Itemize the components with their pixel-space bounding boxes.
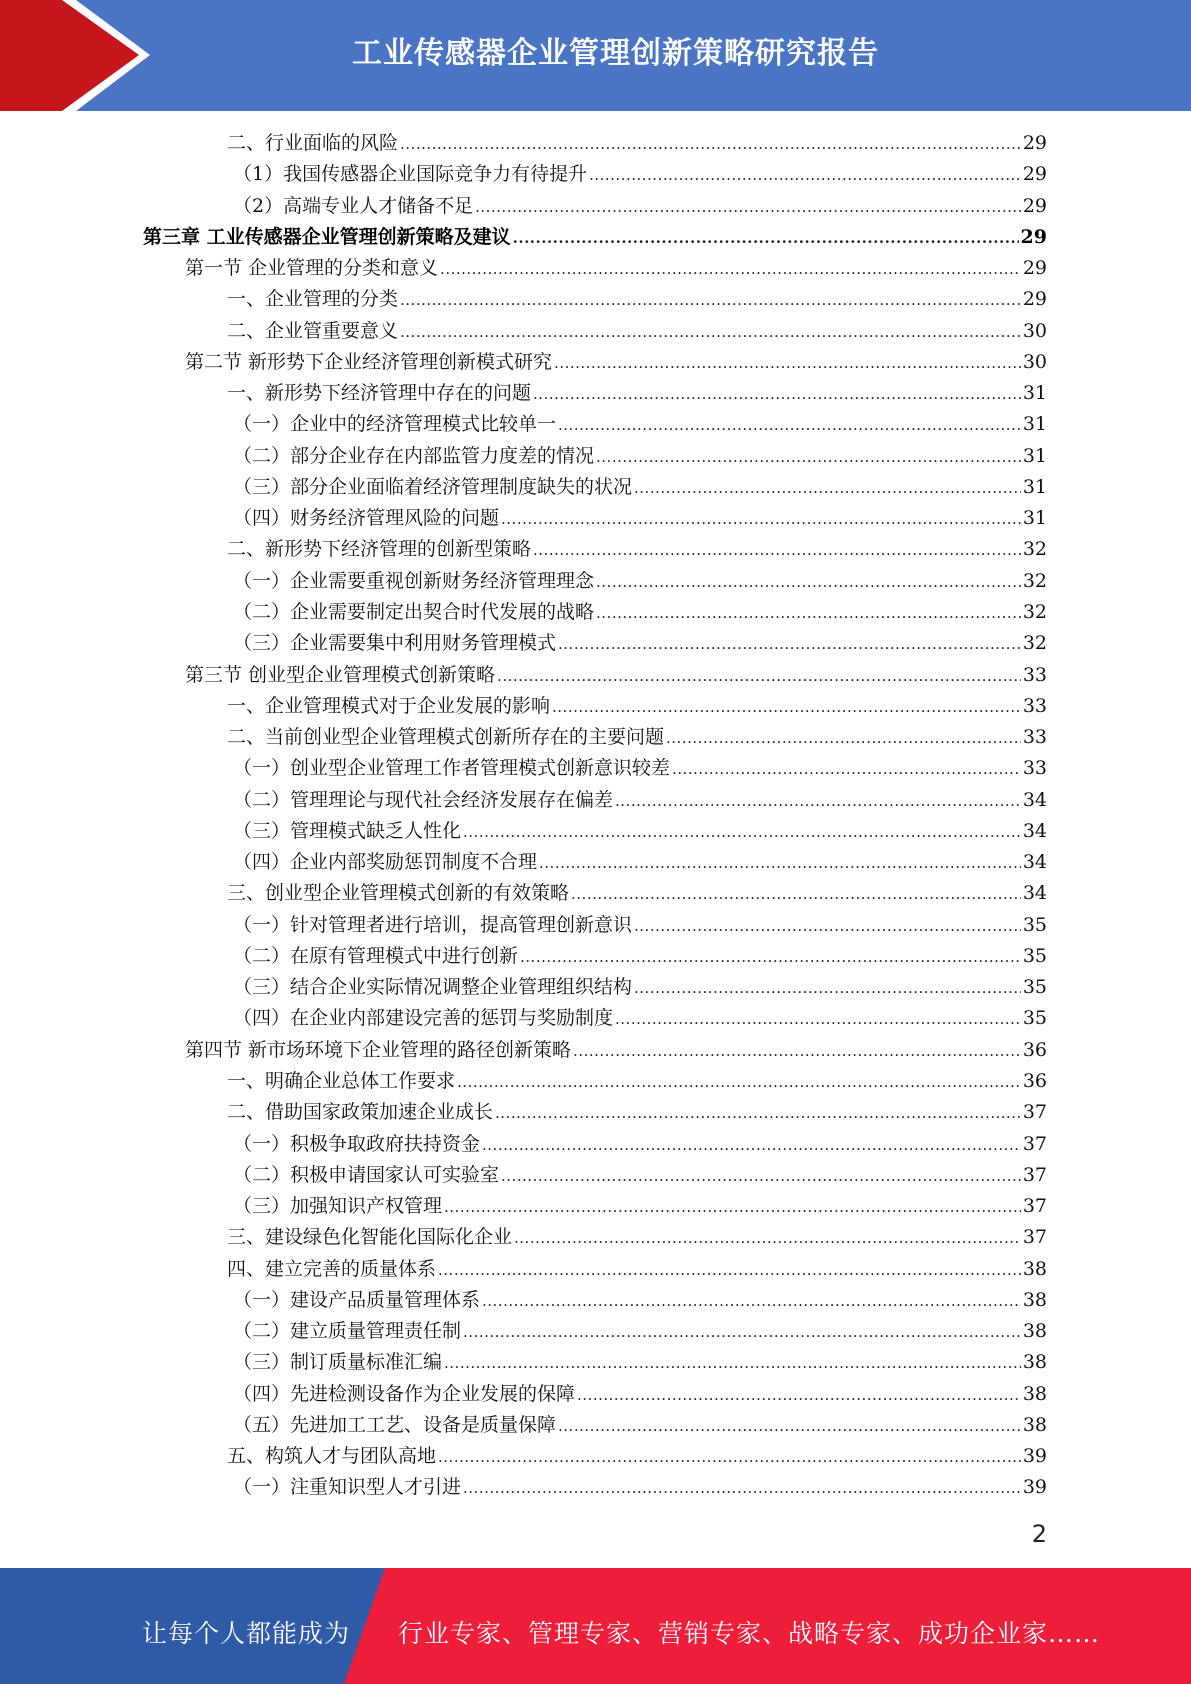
toc-entry-page: 29 (1022, 257, 1047, 280)
toc-entry-page: 38 (1022, 1257, 1047, 1280)
toc-leader-dots (577, 1379, 1021, 1411)
toc-entry-title: 四、建立完善的质量体系 (227, 1257, 437, 1280)
toc-entry[interactable] (143, 660, 1047, 691)
toc-leader-dots (463, 1316, 1021, 1348)
toc-leader-dots (475, 191, 1021, 223)
toc-entry[interactable] (143, 253, 1047, 284)
toc-leader-dots (513, 222, 1019, 254)
toc-entry-title: 五、构筑人才与团队高地 (227, 1445, 437, 1468)
toc-entry-title: （一）积极争取政府扶持资金 (233, 1132, 481, 1155)
toc-entry-page: 31 (1022, 413, 1047, 436)
toc-leader-dots (554, 347, 1021, 379)
toc-entry[interactable] (143, 972, 1047, 1003)
toc-entry-page: 31 (1022, 507, 1047, 530)
toc-entry[interactable] (143, 1285, 1047, 1316)
toc-entry-page: 34 (1022, 788, 1047, 811)
toc-entry-title: 二、当前创业型企业管理模式创新所存在的主要问题 (227, 726, 665, 749)
toc-entry[interactable] (143, 1066, 1047, 1097)
toc-entry[interactable] (143, 628, 1047, 659)
toc-entry[interactable] (143, 378, 1047, 409)
toc-leader-dots (463, 1472, 1021, 1504)
toc-entry-title: （一）建设产品质量管理体系 (233, 1288, 481, 1311)
toc-entry-title: （三）部分企业面临着经济管理制度缺失的状况 (233, 475, 633, 498)
toc-entry-page: 34 (1022, 851, 1047, 874)
toc-entry-title: 二、新形势下经济管理的创新型策略 (227, 538, 532, 561)
toc-leader-dots (444, 1191, 1021, 1223)
toc-leader-dots (558, 409, 1021, 441)
toc-leader-dots (634, 472, 1021, 504)
toc-entry[interactable] (143, 1129, 1047, 1160)
toc-leader-dots (573, 1035, 1021, 1067)
toc-leader-dots (533, 378, 1021, 410)
toc-leader-dots (463, 816, 1021, 848)
toc-leader-dots (596, 441, 1021, 473)
toc-entry-page: 32 (1022, 600, 1047, 623)
toc-leader-dots (400, 284, 1021, 316)
toc-entry-page: 36 (1022, 1069, 1047, 1092)
toc-entry-page: 33 (1022, 726, 1047, 749)
toc-entry-title: 第四节 新市场环境下企业管理的路径创新策略 (185, 1038, 572, 1061)
toc-entry-title: 三、创业型企业管理模式创新的有效策略 (227, 882, 570, 905)
toc-entry-title: 一、明确企业总体工作要求 (227, 1069, 456, 1092)
footer-slogan-right: 行业专家、管理专家、营销专家、战略专家、成功企业家…… (398, 1619, 1101, 1648)
toc-entry-title: （二）部分企业存在内部监管力度差的情况 (233, 444, 595, 467)
toc-entry[interactable] (143, 910, 1047, 941)
toc-entry-page: 34 (1022, 882, 1047, 905)
toc-entry-page: 31 (1022, 382, 1047, 405)
toc-entry[interactable] (143, 534, 1047, 565)
toc-entry[interactable] (143, 1347, 1047, 1378)
toc-leader-dots (400, 128, 1021, 160)
toc-entry-title: 二、借助国家政策加速企业成长 (227, 1101, 494, 1124)
toc-entry-page: 38 (1022, 1288, 1047, 1311)
toc-leader-dots (666, 722, 1021, 754)
page-number: 2 (1031, 1520, 1047, 1548)
toc-entry-page: 38 (1022, 1320, 1047, 1343)
toc-entry-title: 第一节 企业管理的分类和意义 (185, 257, 439, 280)
toc-entry-page: 35 (1022, 1007, 1047, 1030)
toc-entry[interactable] (143, 816, 1047, 847)
toc-entry-page: 29 (1022, 288, 1047, 311)
toc-entry-page: 29 (1022, 194, 1047, 217)
toc-entry-page: 30 (1022, 319, 1047, 342)
toc-entry-page: 35 (1022, 944, 1047, 967)
toc-entry-title: 第二节 新形势下企业经济管理创新模式研究 (185, 350, 553, 373)
toc-entry[interactable] (143, 1191, 1047, 1222)
toc-entry-title: 第三章 工业传感器企业管理创新策略及建议 (143, 225, 511, 248)
toc-leader-dots (457, 1066, 1021, 1098)
toc-leader-dots (501, 1160, 1021, 1192)
toc-leader-dots (615, 1003, 1021, 1035)
toc-leader-dots (482, 1285, 1021, 1317)
toc-entry-title: （三）加强知识产权管理 (233, 1195, 443, 1218)
toc-entry-title: （一）企业需要重视创新财务经济管理理念 (233, 569, 595, 592)
toc-leader-dots (634, 910, 1021, 942)
toc-entry[interactable] (143, 1379, 1047, 1410)
toc-entry[interactable] (143, 1035, 1047, 1066)
toc-entry-title: （四）在企业内部建设完善的惩罚与奖励制度 (233, 1007, 614, 1030)
toc-entry-page: 38 (1022, 1382, 1047, 1405)
toc-entry-title: （三）企业需要集中利用财务管理模式 (233, 632, 557, 655)
toc-entry[interactable] (143, 441, 1047, 472)
toc-entry[interactable] (143, 222, 1047, 253)
toc-entry-title: （三）结合企业实际情况调整企业管理组织结构 (233, 976, 633, 999)
toc-entry-title: （四）财务经济管理风险的问题 (233, 507, 500, 530)
toc-leader-dots (589, 159, 1021, 191)
toc-entry-title: 二、行业面临的风险 (227, 132, 399, 154)
toc-entry[interactable] (143, 1254, 1047, 1285)
toc-entry[interactable] (143, 785, 1047, 816)
toc-entry[interactable] (143, 941, 1047, 972)
toc-entry[interactable] (143, 1160, 1047, 1191)
toc-entry[interactable] (143, 566, 1047, 597)
toc-entry-title: 三、建设绿色化智能化国际化企业 (227, 1226, 513, 1249)
toc-entry-page: 39 (1022, 1445, 1047, 1468)
toc-entry[interactable] (143, 597, 1047, 628)
toc-leader-dots (571, 878, 1021, 910)
toc-entry-page: 36 (1022, 1038, 1047, 1061)
toc-entry-page: 32 (1022, 569, 1047, 592)
toc-entry-page: 37 (1022, 1163, 1047, 1186)
toc-leader-dots (400, 316, 1021, 348)
toc-entry-page: 29 (1022, 163, 1047, 186)
toc-entry-title: 一、企业管理的分类 (227, 288, 399, 311)
toc-entry[interactable] (143, 722, 1047, 753)
toc-entry-title: （三）制订质量标准汇编 (233, 1351, 443, 1374)
toc-entry-page: 31 (1022, 444, 1047, 467)
toc-leader-dots (558, 1410, 1021, 1442)
toc-entry-page: 37 (1022, 1226, 1047, 1249)
toc-entry-title: （四）企业内部奖励惩罚制度不合理 (233, 851, 538, 874)
toc-entry-page: 32 (1022, 538, 1047, 561)
toc-entry-page: 35 (1022, 976, 1047, 999)
toc-leader-dots (482, 1129, 1021, 1161)
toc-entry-title: （二）建立质量管理责任制 (233, 1320, 462, 1343)
toc-entry-page: 39 (1022, 1476, 1047, 1499)
toc-entry[interactable] (143, 284, 1047, 315)
toc-entry[interactable] (143, 1003, 1047, 1034)
toc-entry[interactable] (143, 409, 1047, 440)
toc-leader-dots (539, 847, 1021, 879)
toc-entry[interactable] (143, 347, 1047, 378)
page-header (0, 0, 1191, 111)
toc-entry[interactable] (143, 191, 1047, 222)
toc-entry-title: （1）我国传感器企业国际竞争力有待提升 (233, 163, 588, 186)
toc-leader-dots (497, 660, 1021, 692)
toc-entry[interactable] (143, 1472, 1047, 1503)
toc-leader-dots (444, 1347, 1021, 1379)
toc-entry-title: （一）创业型企业管理工作者管理模式创新意识较差 (233, 757, 671, 780)
toc-entry[interactable] (143, 316, 1047, 347)
toc-entry-page: 35 (1022, 913, 1047, 936)
toc-entry[interactable] (143, 691, 1047, 722)
toc-entry[interactable] (143, 753, 1047, 784)
toc-entry-page: 33 (1022, 757, 1047, 780)
toc-leader-dots (438, 1441, 1021, 1473)
toc-leader-dots (533, 534, 1021, 566)
footer-slogan-left: 让每个人都能成为 (142, 1619, 351, 1648)
toc-leader-dots (514, 1222, 1021, 1254)
toc-entry-title: （四）先进检测设备作为企业发展的保障 (233, 1382, 576, 1405)
toc-entry[interactable] (143, 503, 1047, 534)
toc-entry-title: （一）注重知识型人才引进 (233, 1476, 462, 1499)
toc-entry[interactable] (143, 878, 1047, 909)
toc-entry[interactable] (143, 1316, 1047, 1347)
toc-entry-title: （二）管理理论与现代社会经济发展存在偏差 (233, 788, 614, 811)
toc-entry-page: 37 (1022, 1195, 1047, 1218)
toc-entry[interactable] (143, 1097, 1047, 1128)
toc-entry-title: （五）先进加工工艺、设备是质量保障 (233, 1413, 557, 1436)
toc-entry-title: （三）管理模式缺乏人性化 (233, 819, 462, 842)
toc-entry-page: 29 (1020, 225, 1047, 248)
toc-entry[interactable] (143, 1441, 1047, 1472)
toc-leader-dots (495, 1097, 1021, 1129)
toc-entry-page: 31 (1022, 475, 1047, 498)
toc-leader-dots (552, 691, 1021, 723)
toc-entry-page: 33 (1022, 694, 1047, 717)
toc-entry-page: 33 (1022, 663, 1047, 686)
toc-leader-dots (520, 941, 1021, 973)
toc-entry[interactable] (143, 1410, 1047, 1441)
toc-leader-dots (615, 785, 1021, 817)
page-footer (0, 1568, 1191, 1684)
toc-entry-page: 34 (1022, 819, 1047, 842)
toc-entry-title: （2）高端专业人才储备不足 (233, 194, 474, 217)
toc-entry-page: 32 (1022, 632, 1047, 655)
toc-leader-dots (596, 566, 1021, 598)
toc-entry-page: 30 (1022, 350, 1047, 373)
toc-entry-page: 37 (1022, 1132, 1047, 1155)
toc-entry[interactable] (143, 847, 1047, 878)
toc-entry-page: 38 (1022, 1351, 1047, 1374)
toc-entry-title: （二）在原有管理模式中进行创新 (233, 944, 519, 967)
toc-entry[interactable] (143, 159, 1047, 190)
toc-entry-title: （一）企业中的经济管理模式比较单一 (233, 413, 557, 436)
toc-entry-page: 38 (1022, 1413, 1047, 1436)
toc-entry[interactable] (143, 1222, 1047, 1253)
report-title: 工业传感器企业管理创新策略研究报告 (352, 36, 879, 71)
toc-leader-dots (634, 972, 1021, 1004)
toc-entry-title: （二）企业需要制定出契合时代发展的战略 (233, 600, 595, 623)
toc-entry[interactable] (143, 472, 1047, 503)
toc-leader-dots (558, 628, 1021, 660)
toc-leader-dots (501, 503, 1021, 535)
toc-entry-title: 第三节 创业型企业管理模式创新策略 (185, 663, 496, 686)
toc-entry-title: 二、企业管重要意义 (227, 319, 399, 342)
toc-entry-title: （二）积极申请国家认可实验室 (233, 1163, 500, 1186)
toc-leader-dots (596, 597, 1021, 629)
toc-leader-dots (440, 253, 1021, 285)
toc-leader-dots (672, 753, 1021, 785)
toc-entry[interactable] (143, 128, 1047, 159)
toc-entry-page: 29 (1022, 132, 1047, 154)
toc-entry-title: 一、新形势下经济管理中存在的问题 (227, 382, 532, 405)
toc-entry-title: （一）针对管理者进行培训，提高管理创新意识 (233, 913, 633, 936)
toc-entry-page: 37 (1022, 1101, 1047, 1124)
toc-leader-dots (438, 1254, 1021, 1286)
table-of-contents (143, 128, 1047, 1504)
toc-entry-title: 一、企业管理模式对于企业发展的影响 (227, 694, 551, 717)
